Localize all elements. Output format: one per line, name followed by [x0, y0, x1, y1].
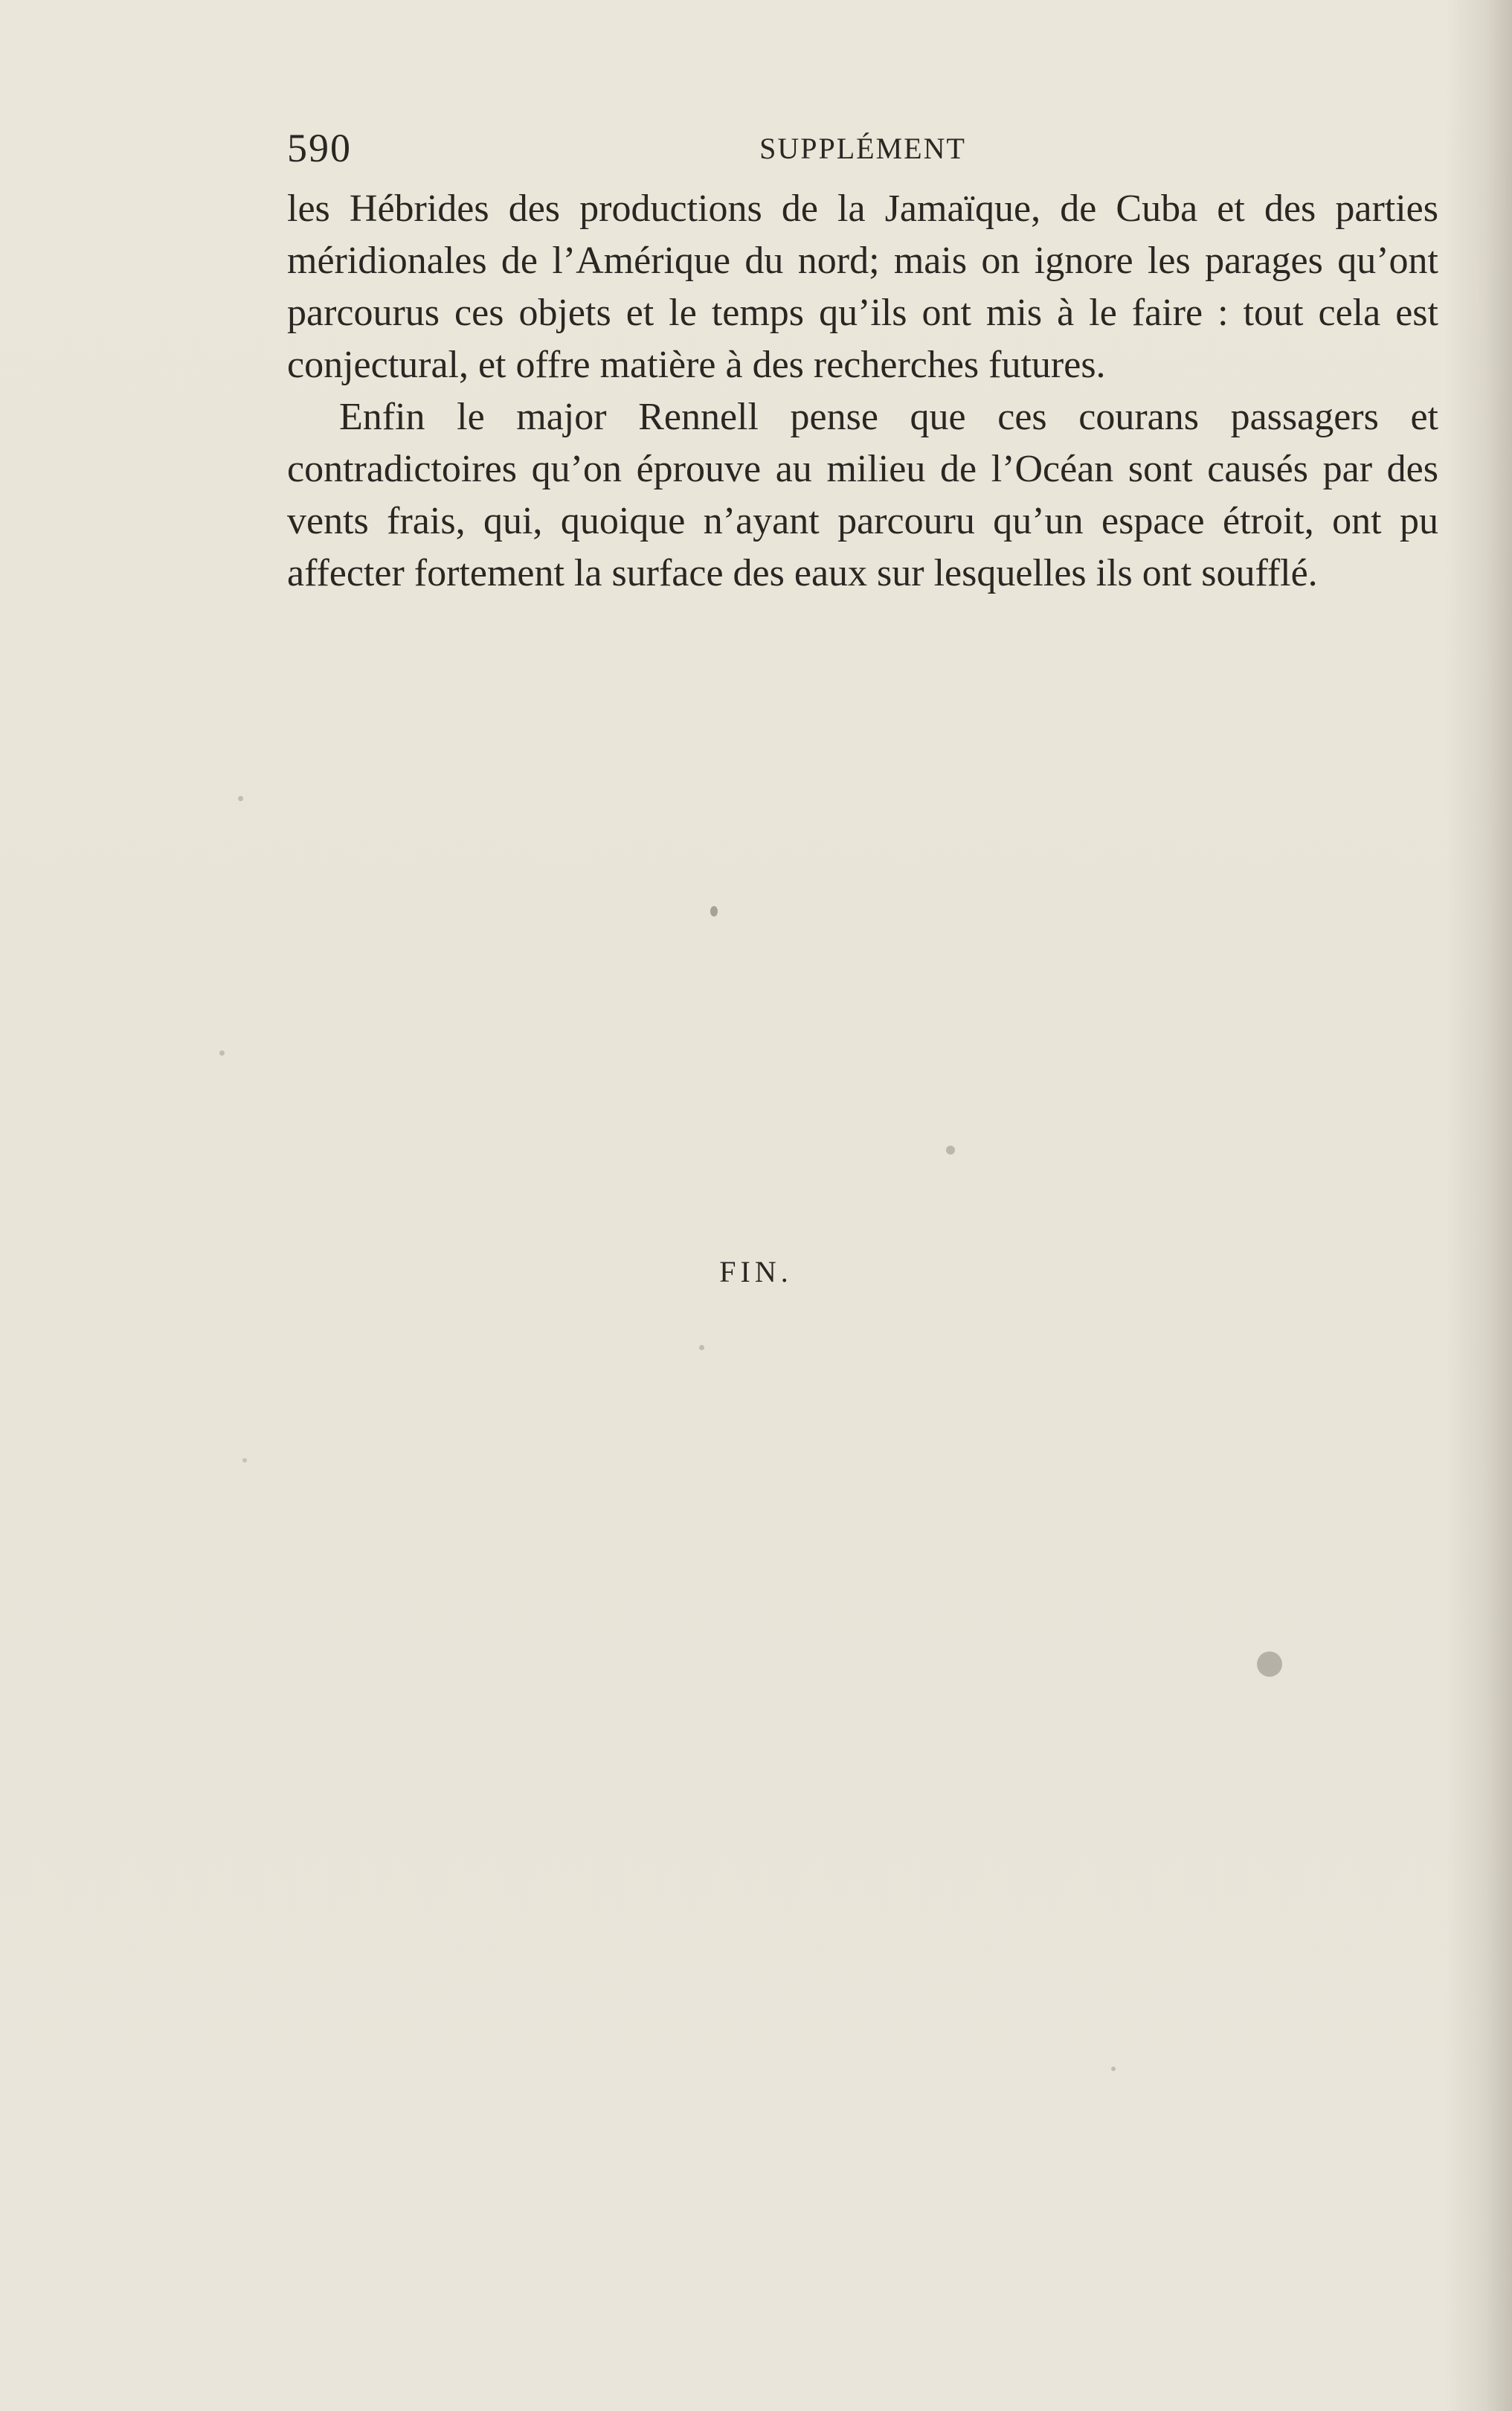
paper-speck — [219, 1050, 225, 1056]
paper-speck — [946, 1146, 955, 1155]
paper-speck — [699, 1345, 704, 1350]
page-number: 590 — [287, 126, 352, 170]
paper-speck — [710, 906, 718, 916]
page-header — [287, 125, 1438, 177]
paper-speck — [1257, 1651, 1282, 1677]
running-title: SUPPLÉMENT — [759, 132, 966, 165]
paper-speck — [238, 796, 243, 801]
closing-word: FIN. — [719, 1255, 793, 1288]
paragraph: Enfin le major Rennell pense que ces courans passagers et contradictoires qu’on éprouve au milieu de l’Océan sont causés par des vents frais, qui, quoique n’ayant parcouru qu’un espace étroit, ont pu affecter fortement la surface des eaux sur lesquelles ils ont soufflé. — [287, 396, 1438, 594]
paper-speck — [1111, 2067, 1116, 2071]
paper-speck — [242, 1458, 247, 1463]
body-text — [287, 183, 1438, 600]
paragraph-continued: les Hébrides des productions de la Jamaïque, de Cuba et des parties méridionales de l’Amérique du nord; mais on ignore les parages qu’ont parcourus ces objets et le temps qu’ils ont mis à le faire : tout cela est conjectural, et offre matière à des recherches futures. — [287, 187, 1438, 386]
